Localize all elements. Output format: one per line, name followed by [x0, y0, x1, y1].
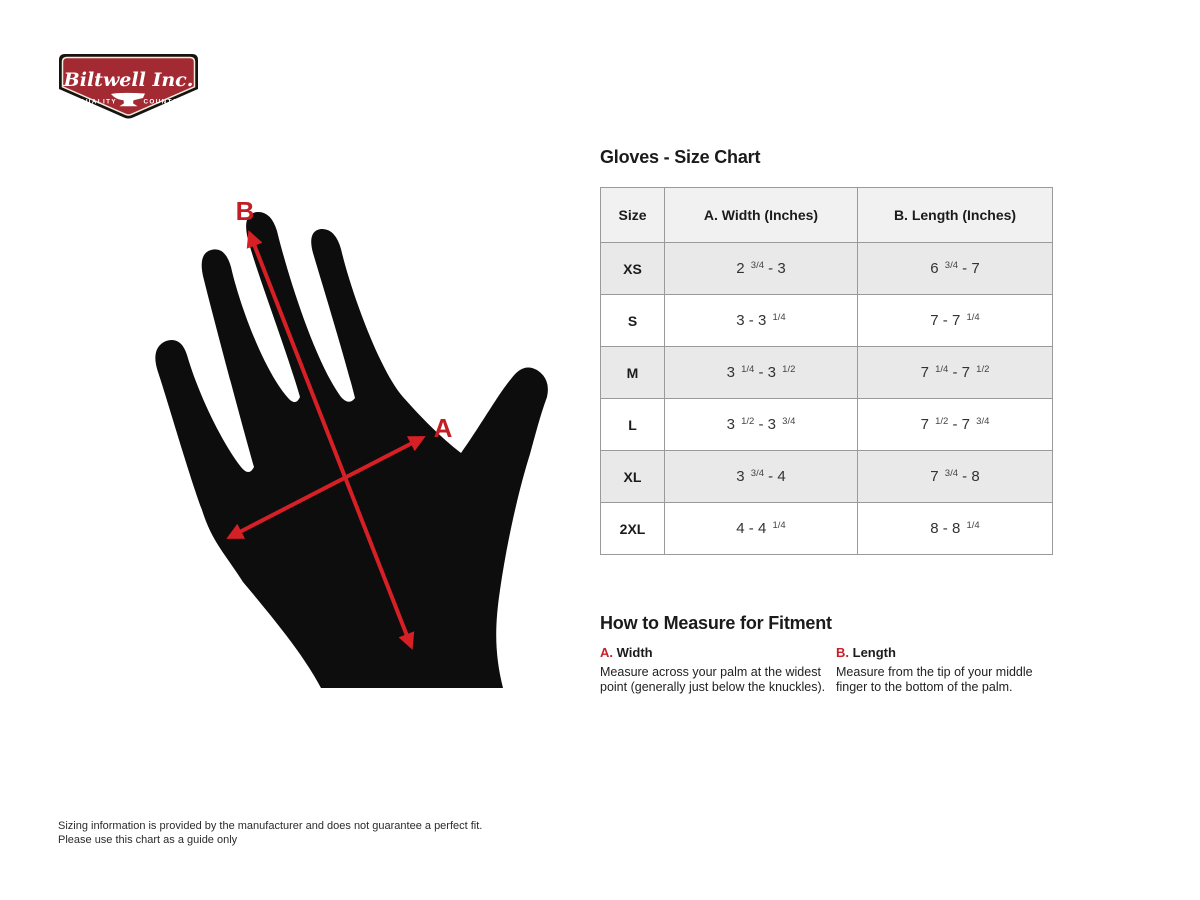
column-header: Size [601, 188, 665, 243]
measure-title: How to Measure for Fitment [600, 613, 832, 633]
width-cell: 3 $^{1/2}$ - 3 $^{3/4}$ [665, 399, 858, 451]
size-table-body [601, 243, 1053, 555]
table-row [601, 243, 1053, 295]
table-row [601, 399, 1053, 451]
hand-measurement-diagram [140, 190, 570, 700]
hand-diagram-svg [140, 190, 570, 700]
measure-prefix-a: A. [600, 645, 613, 660]
size-table [600, 187, 1053, 555]
table-row [601, 503, 1053, 555]
brand-logo [57, 53, 200, 122]
column-header: B. Length (Inches) [858, 188, 1053, 243]
width-cell: 3 $^{1/4}$ - 3 $^{1/2}$ [665, 347, 858, 399]
width-cell: 3 $^{3/4}$ - 4 [665, 451, 858, 503]
disclaimer-line-1: Sizing information is provided by the manufacturer and does not guarantee a perfect fit. [58, 820, 483, 832]
size-chart-section [600, 146, 1053, 695]
table-row [601, 295, 1053, 347]
column-header: A. Width (Inches) [665, 188, 858, 243]
size-cell: M [601, 347, 665, 399]
length-cell: 8 - 8 $^{1/4}$ [858, 503, 1053, 555]
measure-instructions [600, 645, 1053, 695]
measure-text-length: Measure from the tip of your middle finger to the bottom of the palm. [836, 665, 1033, 694]
hand-silhouette [155, 212, 548, 688]
size-chart-title: Gloves - Size Chart [600, 147, 761, 167]
header-row [601, 188, 1053, 243]
brand-name: Biltwell Inc. [63, 69, 194, 91]
table-row [601, 451, 1053, 503]
width-cell: 4 - 4 $^{1/4}$ [665, 503, 858, 555]
tagline-right: COUNTS” [143, 98, 183, 106]
width-cell: 2 $^{3/4}$ - 3 [665, 243, 858, 295]
size-cell: L [601, 399, 665, 451]
measure-label-width [600, 645, 836, 660]
diagram-label-b: B [235, 196, 255, 226]
size-table-head [601, 188, 1053, 243]
length-cell: 7 - 7 $^{1/4}$ [858, 295, 1053, 347]
length-cell: 6 $^{3/4}$ - 7 [858, 243, 1053, 295]
measure-label-length [836, 645, 1053, 660]
biltwell-badge-icon [57, 53, 200, 122]
measure-prefix-b: B. [836, 645, 849, 660]
disclaimer-line-2: Please use this chart as a guide only [58, 833, 238, 846]
table-row [601, 347, 1053, 399]
size-cell: XS [601, 243, 665, 295]
size-cell: 2XL [601, 503, 665, 555]
disclaimer [58, 820, 482, 847]
measure-name-length: Length [852, 645, 896, 660]
measure-item-width [600, 645, 836, 695]
size-cell: S [601, 295, 665, 347]
length-cell: 7 $^{1/2}$ - 7 $^{3/4}$ [858, 399, 1053, 451]
diagram-label-a: A [433, 413, 453, 443]
tagline-left: “QUALITY [75, 98, 117, 106]
measure-item-length [836, 645, 1053, 695]
measure-text-width: Measure across your palm at the widest point (generally just below the knuckles). [600, 665, 826, 694]
length-cell: 7 $^{1/4}$ - 7 $^{1/2}$ [858, 347, 1053, 399]
width-cell: 3 - 3 $^{1/4}$ [665, 295, 858, 347]
length-cell: 7 $^{3/4}$ - 8 [858, 451, 1053, 503]
measure-name-width: Width [616, 645, 653, 660]
size-cell: XL [601, 451, 665, 503]
